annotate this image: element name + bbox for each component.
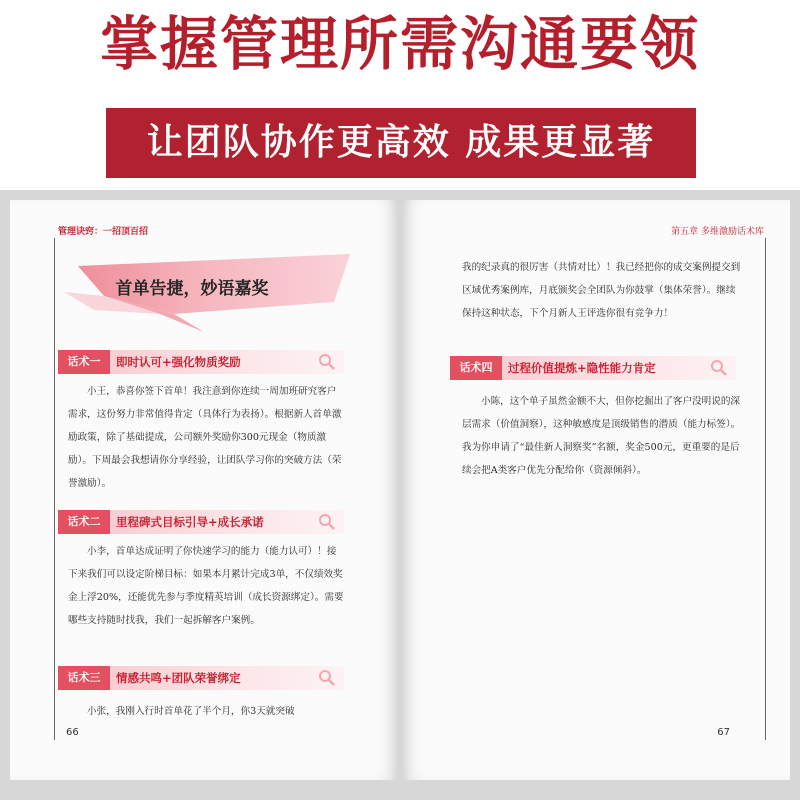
page-rule <box>54 238 55 740</box>
tip-title: 过程价值提炼+隐性能力肯定 <box>508 361 656 375</box>
tip-header-3 <box>58 666 344 690</box>
running-head: 第五章 多维激励话术库 <box>671 227 764 237</box>
tip-title: 情感共鸣+团队荣誉绑定 <box>116 671 241 685</box>
search-icon <box>710 359 728 377</box>
tip-header-4 <box>450 356 736 380</box>
page-number: 66 <box>66 727 79 738</box>
section-title: 首单告捷，妙语嘉奖 <box>115 279 269 299</box>
page-rule <box>765 238 766 740</box>
tip-body-2: 小李，首单达成证明了你快速学习的能力（能力认可）！接下来我们可以设定阶梯目标：如果本月累计完成3单，不仅绩效奖金上浮20%，还能优先参与季度精英培训（成长资源绑定）。需要哪些支持随时找我，我们一起拆解客户案例。 <box>68 546 344 626</box>
tip-title: 里程碑式目标引导+成长承诺 <box>116 515 264 529</box>
headline: 掌握管理所需沟通要领 <box>99 10 700 78</box>
right-page <box>402 200 790 780</box>
tip-header-2 <box>58 510 344 534</box>
search-icon <box>318 669 336 687</box>
page-number: 67 <box>717 727 730 738</box>
running-head: 管理诀窍：一招顶百招 <box>58 227 149 237</box>
left-page <box>10 200 398 780</box>
tip-body-1: 小王，恭喜你签下首单！我注意到你连续一周加班研究客户需求，这份努力非常值得肯定（具体行为表扬）。根据新人首单激励政策，除了基础提成，公司额外奖励你300元现金（物质激励）。下周最会我想请你分享经验，让团队学习你的突破方法（荣誉激励）。 <box>68 386 342 489</box>
tip-tag: 话术四 <box>450 356 502 380</box>
tip-header-1 <box>58 350 344 374</box>
tip-body-3: 小张，我刚入行时首单花了半个月，你3天就突破 <box>87 706 295 717</box>
continued-body: 我的纪录真的很厉害（共情对比）！我已经把你的成交案例提交到区域优秀案例库，月底颁奖会全团队为你鼓掌（集体荣誉）。继续保持这种状态，下个月新人王评选你很有竞争力！ <box>462 262 741 319</box>
tip-body-4: 小陈，这个单子虽然金额不大，但你挖掘出了客户没明说的深层需求（价值洞察），这种敏感度是顶级销售的潜质（能力标签）。我为你申请了“最佳新人洞察奖”名额，奖金500元，更重要的是后续会把A类客户优先分配给你（资源倾斜）。 <box>462 396 741 476</box>
tip-tag: 话术一 <box>58 350 110 374</box>
subtitle-banner: 让团队协作更高效 成果更显著 <box>106 108 696 178</box>
search-icon <box>318 513 336 531</box>
tip-tag: 话术三 <box>58 666 110 690</box>
search-icon <box>318 353 336 371</box>
tip-title: 即时认可+强化物质奖励 <box>116 355 241 369</box>
tip-tag: 话术二 <box>58 510 110 534</box>
